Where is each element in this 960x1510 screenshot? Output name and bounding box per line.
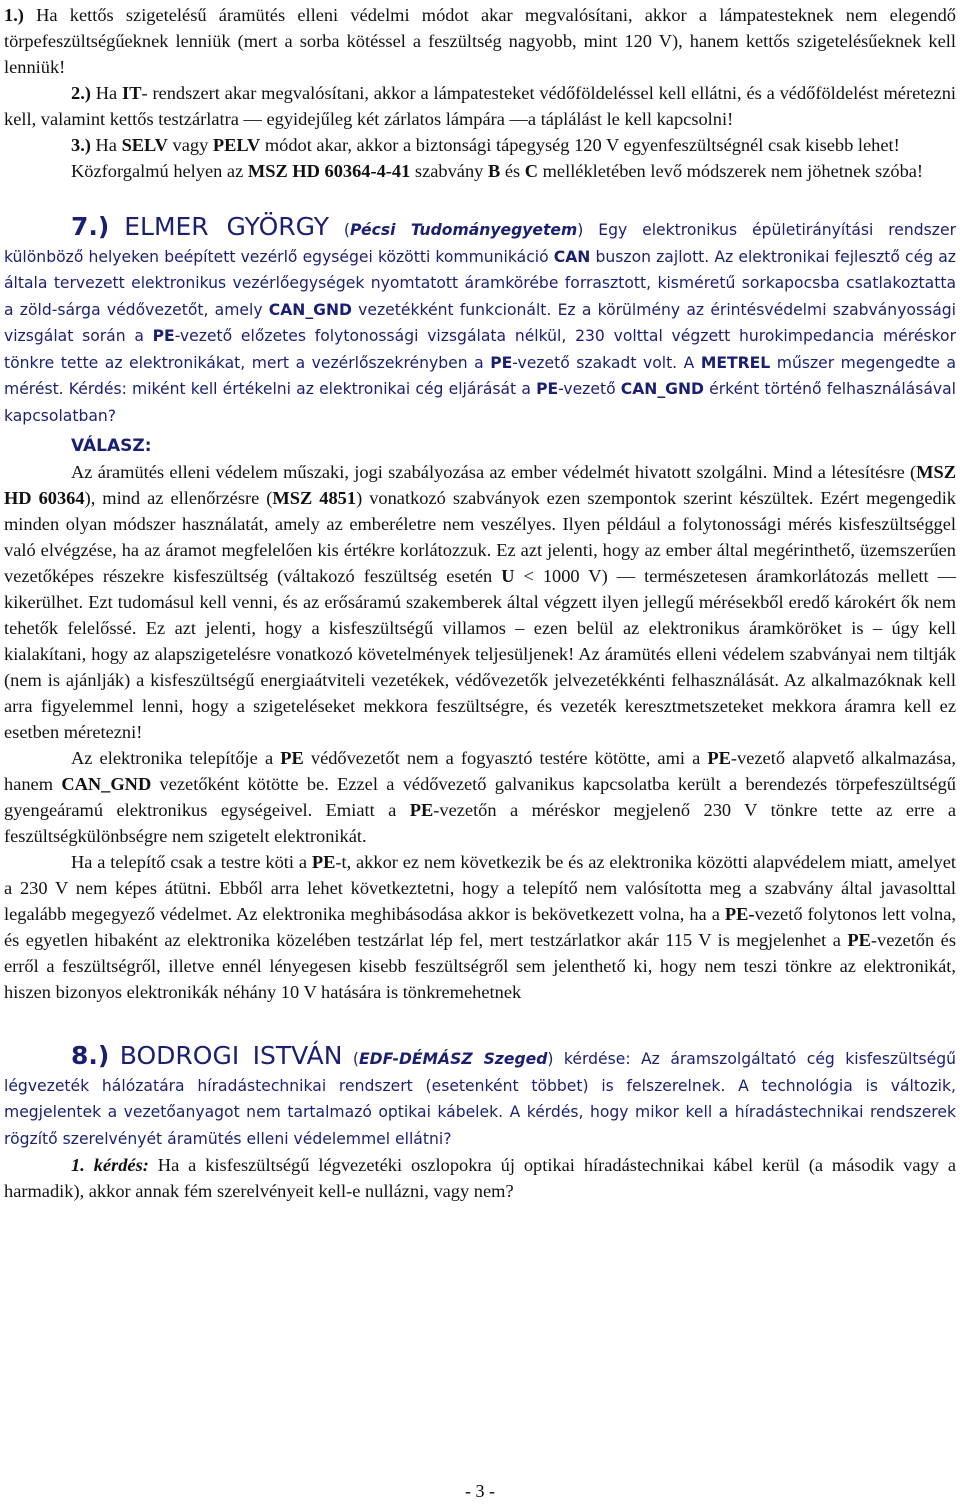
answer-paragraph-3: Ha a telepítő csak a testre köti a PE-t, akkor ez nem következik be és az elektronika közötti alapvédelem miatt, amelyet a 230 V nem képes átütni. Ebből arra lehet következtetni, hogy a telepítő nem valósította meg a szabvány által javasolttal legalább megegyező védelmet. Az elektronika meghibásodása akkor is bekövetkezett volna, ha a PE-vezető folytonos lett volna, és egyetlen hibaként az elektronika közelében testzárlat lép fel, mert testzárlatkor akár 115 V is megjelenhet a PE-vezetőn és erről a feszültségről, illetve ennél lényegesen kisebb feszültségről sem jelenthető ki, hogy nem teszi tönkre az elektronikát, hiszen bizonyos elektronikák néhány 10 V hatására is tönkremehetnek (4, 852, 957, 1002)
sub-question-label: 1. kérdés: (71, 1155, 149, 1175)
section-2-text: - rendszert akar megvalósítani, akkor a lámpatesteket védőföldeléssel kell ellátni, és a védőföldelést méretezni kell, valamint kettős testzárlatra — egyidejűleg két zárlatos lámpára —a táplálást le kell kapcsolni! (4, 83, 957, 129)
question-8: 8.) BODROGI ISTVÁN (EDF-DÉMÁSZ Szeged) kérdése: Az áramszolgáltató cég kisfeszültségű légvezeték hálózatára híradástechnikai rendszert (esetenként többet) is felszerelnek. A technológia is változik, megjelentek a vezetőanyagot nem tartalmazó optikai kábelek. A kérdés, hogy mikor kell a híradástechnikai rendszerek rögzítő szerelvényét áramütés elleni védelemmel ellátni? (4, 1041, 956, 1148)
question-8-sub-1: 1. kérdés: Ha a kisfeszültségű légvezetéki oszlopokra új optikai híradástechnikai kábel kerül (a második vagy a harmadik), akkor annak fém szerelvényeit kell-e nullázni, vagy nem? (4, 1155, 957, 1201)
section-1-text: Ha kettős szigetelésű áramütés elleni védelmi módot akar megvalósítani, akkor a lámpatesteknek nem elegendő törpefeszültségűeknek lenniük (mert a sorba kötéssel a feszültség nagyobb, mint 120 V), hanem kettős szigetelésűeknek kell lenniük! (4, 5, 956, 77)
it-term: IT (122, 83, 142, 103)
page-number: - 3 - (465, 1481, 495, 1501)
question-7-number: 7.) (71, 212, 110, 241)
section-3-note: Közforgalmú helyen az MSZ HD 60364-4-41 szabvány B és C mellékletében levő módszerek nem jöhetnek szóba! (71, 161, 924, 181)
section-2-number: 2.) (71, 83, 91, 103)
answer-paragraph-1: Az áramütés elleni védelem műszaki, jogi szabályozása az ember védelmét hivatott szolgálni. Mind a létesítésre (MSZ HD 60364), mind az ellenőrzésre (MSZ 4851) vonatkozó szabványok ezen szempontok szerint készültek. Ezért megengedik minden olyan módszer használatát, amely az emberéletre nem veszélyes. Ilyen például a folytonossági mérés kisfeszültséggel való elvégzése, ha az áramot megfelelően kis értékre korlátozzuk. Ez azt jelenti, hogy az ember által megérinthető, üzemszerűen vezetőképes részekre kisfeszültség (váltakozó feszültség esetén U < 1000 V) — természetesen áramkorlátozás mellett — kikerülhet. Ezt tudomásul kell venni, és az erősáramú szakemberek által végzett ilyen jellegű mérésekből eredő károkért ők nem tehetők felelőssé. Ez azt jelenti, hogy a kisfeszültségű villamos – ezen belül az elektronikus áramköröket is – úgy kell kialakítani, hogy az alapszigetelésre vonatkozó követelmények teljesüljenek! Az áramütés elleni védelem szabványai nem tiltják (nem is ajánlják) a kisfeszültségű energiaátviteli vezetékek, védővezetők jelvezetékkénti felhasználását. Az alkalmazóknak kell arra figyelemmel lenni, hogy a szigeteléseket mekkora feszültségre, és vezeték keresztmetszeteket mekkora áramra kell ez esetben méretezni! (4, 462, 956, 742)
pelv-term: PELV (212, 135, 261, 155)
question-8-text: kérdése: Az áramszolgáltató cég kisfeszültségű légvezeték hálózatára híradástechnikai rendszert (esetenként többet) is felszerelnek. A technológia is változik, megjelentek a vezetőanyagot nem tartalmazó optikai kábelek. A kérdés, hogy mikor kell a híradástechnikai rendszerek rögzítő szerelvényét áramütés elleni védelemmel ellátni? (4, 1050, 956, 1148)
spacer (4, 1005, 956, 1043)
question-7-author: ELMER GYÖRGY (124, 212, 330, 241)
section-1-number: 1.) (4, 5, 24, 25)
question-8-number: 8.) (71, 1041, 110, 1070)
answer-label: VÁLASZ: (71, 436, 152, 456)
section-2: 2.) Ha IT- rendszert akar megvalósítani, akkor a lámpatesteket védőföldeléssel kell ellátni, és a védőföldelést méretezni kell, valamint kettős testzárlatra — egyidejűleg két zárlatos lámpára —a táplálást le kell kapcsolni! (4, 83, 957, 129)
answer-paragraph-2: Az elektronika telepítője a PE védővezetőt nem a fogyasztó testére kötötte, ami a PE-vezető alapvető alkalmazása, hanem CAN_GND vezetőként kötötte be. Ezzel a védővezető galvanikus kapcsolatba került a berendezés törpefeszültségű gyengeáramú elektronikus egységeivel. Emiatt a PE-vezetőn a méréskor megjelenő 230 V tönkre tette az erre a feszültségkülönbségre nem szigetelt elektronikát. (4, 748, 957, 846)
spacer (4, 184, 956, 214)
section-3: 3.) Ha SELV vagy PELV módot akar, akkor a biztonsági tápegység 120 V egyenfeszültségnél csak kisebb lehet! (71, 135, 900, 155)
question-8-affiliation: EDF-DÉMÁSZ Szeged (359, 1050, 548, 1068)
question-8-author: BODROGI ISTVÁN (119, 1041, 343, 1070)
standard-ref: MSZ HD 60364-4-41 (247, 161, 411, 181)
section-3-number: 3.) (71, 135, 91, 155)
question-7-affiliation: Pécsi Tudományegyetem (350, 221, 578, 239)
section-1 (4, 2, 956, 80)
question-7: 7.) ELMER GYÖRGY (Pécsi Tudományegyetem) Egy elektronikus épületirányítási rendszer különböző helyeken beépített vezérlő egységei közötti kommunikáció CAN buszon zajlott. Az elektronikai fejlesztő cég az általa tervezett elektronikus vezérlőegységek nyomtatott áramkörébe forrasztott, kisméretű sorkapocsba csatlakoztatta a zöld-sárga védővezetőt, amely CAN_GND vezetékként funkcionált. Ez a körülmény az érintésvédelmi szabványossági vizsgálat során a PE-vezető előzetes folytonossági vizsgálata nélkül, 230 volttal végzett hurokimpedancia méréskor tönkre tette az elektronikákat, mert a vezérlőszekrényben a PE-vezető szakadt volt. A METREL műszer megengedte a mérést. Kérdés: miként kell értékelni az elektronikai cég eljárását a PE-vezető CAN_GND érként történő felhasználásával kapcsolatban? (4, 212, 957, 425)
selv-term: SELV (121, 135, 168, 155)
